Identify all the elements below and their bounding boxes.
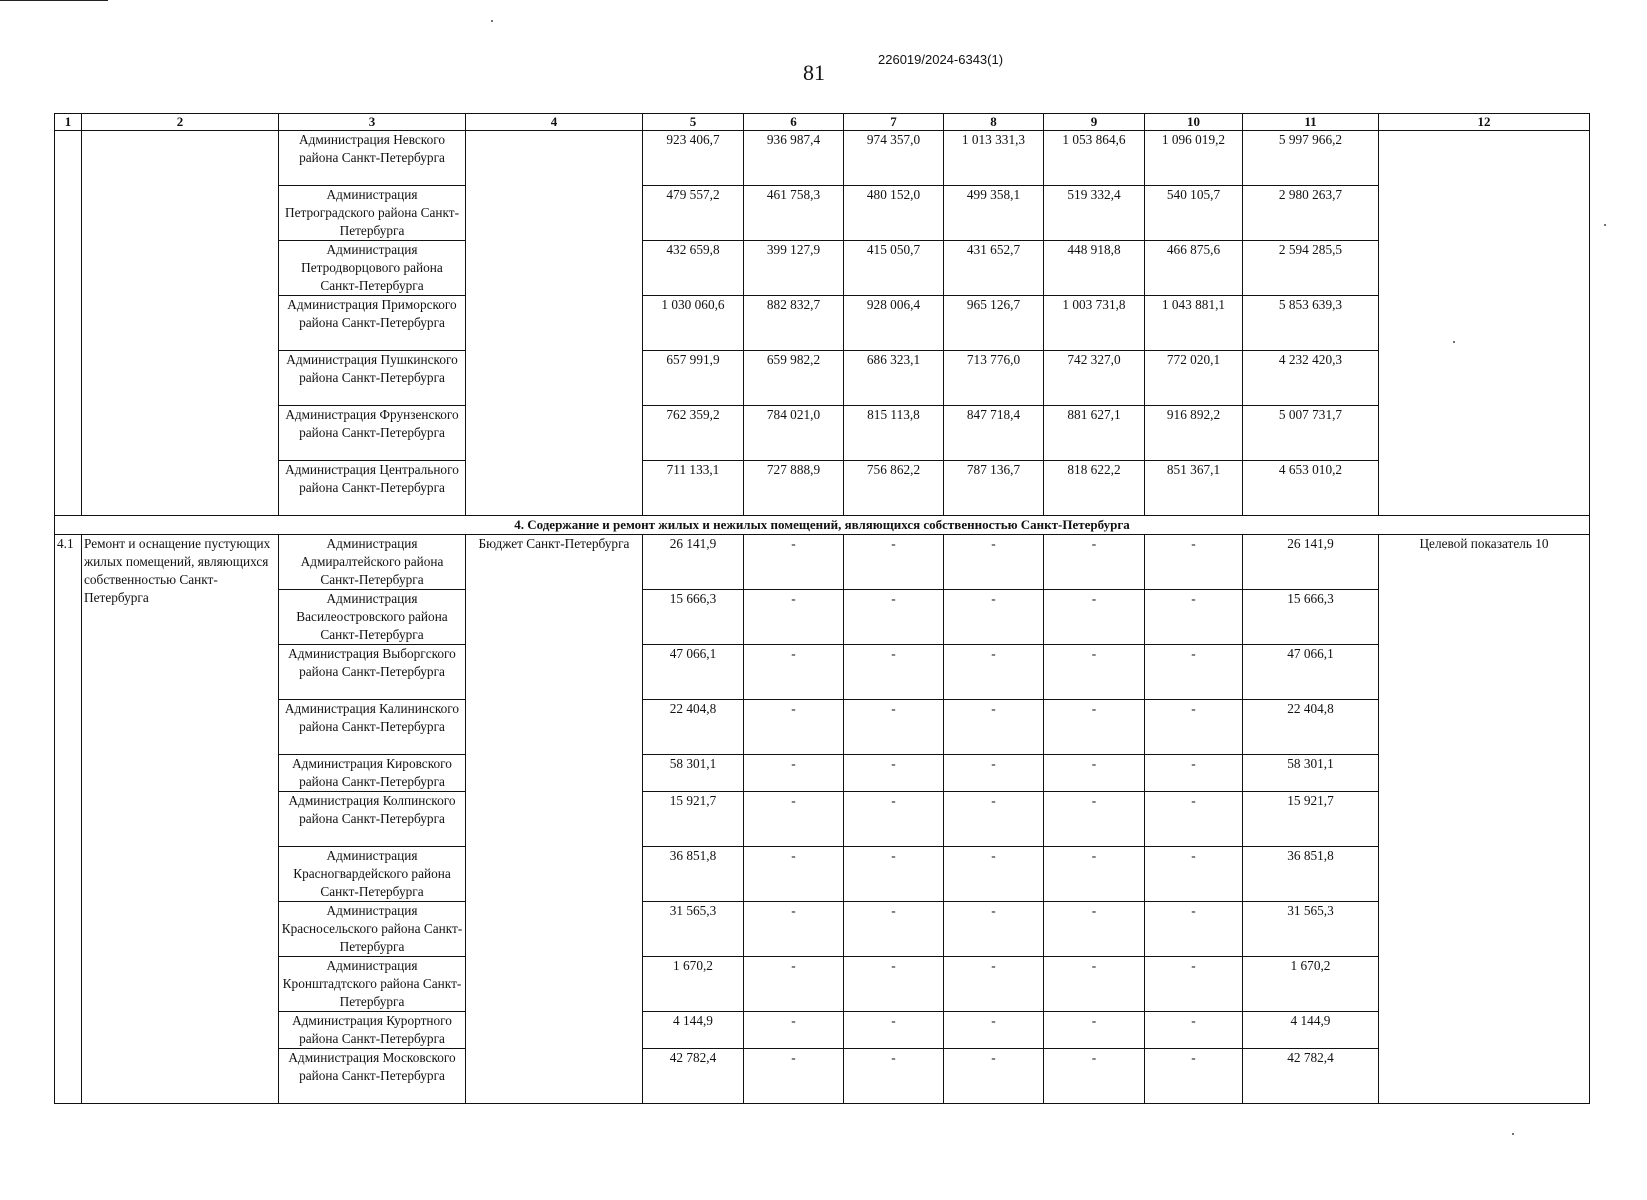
scan-speck [1453, 341, 1455, 343]
table-row [55, 241, 1590, 296]
amount-cell: 4 144,9 [643, 1012, 744, 1049]
total-cell: 22 404,8 [1243, 700, 1379, 755]
amount-cell: 818 622,2 [1044, 461, 1145, 516]
dash-cell: - [744, 1012, 844, 1049]
table-row [55, 957, 1590, 1012]
total-cell: 26 141,9 [1243, 535, 1379, 590]
dash-cell: - [1145, 700, 1243, 755]
amount-cell: 727 888,9 [744, 461, 844, 516]
dash-cell: - [1044, 755, 1145, 792]
dash-cell: - [844, 1049, 944, 1104]
amount-cell: 657 991,9 [643, 351, 744, 406]
executor-cell: Администрация Выборгского района Санкт-Петербурга [279, 645, 466, 700]
amount-cell: 686 323,1 [844, 351, 944, 406]
column-number: 12 [1379, 114, 1590, 131]
amount-cell: 1 030 060,6 [643, 296, 744, 351]
amount-cell: 58 301,1 [643, 755, 744, 792]
executor-cell: Администрация Красногвардейского района Санкт-Петербурга [279, 847, 466, 902]
dash-cell: - [744, 590, 844, 645]
dash-cell: - [1145, 755, 1243, 792]
dash-cell: - [1044, 902, 1145, 957]
table-row [55, 406, 1590, 461]
table-row [55, 645, 1590, 700]
total-cell: 4 144,9 [1243, 1012, 1379, 1049]
amount-cell: 22 404,8 [643, 700, 744, 755]
dash-cell: - [1044, 847, 1145, 902]
dash-cell: - [744, 1049, 844, 1104]
column-number: 6 [744, 114, 844, 131]
code-cell [55, 131, 82, 516]
amount-cell: 847 718,4 [944, 406, 1044, 461]
amount-cell: 713 776,0 [944, 351, 1044, 406]
total-cell: 1 670,2 [1243, 957, 1379, 1012]
amount-cell: 4 232 420,3 [1243, 351, 1379, 406]
dash-cell: - [944, 535, 1044, 590]
table-row [55, 461, 1590, 516]
amount-cell: 742 327,0 [1044, 351, 1145, 406]
scan-corner-line [0, 0, 108, 1]
amount-cell: 461 758,3 [744, 186, 844, 241]
dash-cell: - [744, 755, 844, 792]
dash-cell: - [1044, 700, 1145, 755]
amount-cell: 540 105,7 [1145, 186, 1243, 241]
table-row [55, 131, 1590, 186]
amount-cell: 15 921,7 [643, 792, 744, 847]
table-row [55, 1049, 1590, 1104]
item-cell [82, 131, 279, 516]
dash-cell: - [944, 902, 1044, 957]
executor-cell: Администрация Колпинского района Санкт-Петербурга [279, 792, 466, 847]
amount-cell: 479 557,2 [643, 186, 744, 241]
amount-cell: 881 627,1 [1044, 406, 1145, 461]
column-number: 9 [1044, 114, 1145, 131]
dash-cell: - [844, 700, 944, 755]
dash-cell: - [1145, 902, 1243, 957]
amount-cell: 2 980 263,7 [1243, 186, 1379, 241]
executor-cell: Администрация Фрунзенского района Санкт-Петербурга [279, 406, 466, 461]
dash-cell: - [944, 1012, 1044, 1049]
amount-cell: 762 359,2 [643, 406, 744, 461]
amount-cell: 5 997 966,2 [1243, 131, 1379, 186]
table-row [55, 296, 1590, 351]
amount-cell: 815 113,8 [844, 406, 944, 461]
funding-source: Бюджет Санкт-Петербурга [466, 535, 643, 1104]
dash-cell: - [1044, 957, 1145, 1012]
executor-cell: Администрация Красносельского района Санкт-Петербурга [279, 902, 466, 957]
dash-cell: - [1145, 1012, 1243, 1049]
amount-cell: 431 652,7 [944, 241, 1044, 296]
amount-cell: 711 133,1 [643, 461, 744, 516]
column-number: 3 [279, 114, 466, 131]
amount-cell: 787 136,7 [944, 461, 1044, 516]
amount-cell: 36 851,8 [643, 847, 744, 902]
table-row [55, 186, 1590, 241]
column-number: 4 [466, 114, 643, 131]
dash-cell: - [944, 645, 1044, 700]
amount-cell: 480 152,0 [844, 186, 944, 241]
document-number: 226019/2024-6343(1) [878, 52, 1004, 67]
executor-cell: Администрация Приморского района Санкт-Петербурга [279, 296, 466, 351]
amount-cell: 42 782,4 [643, 1049, 744, 1104]
dash-cell: - [844, 902, 944, 957]
section-row [55, 516, 1590, 535]
dash-cell: - [1145, 1049, 1243, 1104]
amount-cell: 1 670,2 [643, 957, 744, 1012]
dash-cell: - [844, 847, 944, 902]
column-number: 8 [944, 114, 1044, 131]
executor-cell: Администрация Калининского района Санкт-Петербурга [279, 700, 466, 755]
dash-cell: - [1044, 645, 1145, 700]
note-cell [1379, 131, 1590, 516]
dash-cell: - [1145, 847, 1243, 902]
budget-table [54, 113, 1590, 1104]
executor-cell: Администрация Центрального района Санкт-Петербурга [279, 461, 466, 516]
total-cell: 47 066,1 [1243, 645, 1379, 700]
dash-cell: - [944, 847, 1044, 902]
dash-cell: - [1044, 590, 1145, 645]
table-row [55, 792, 1590, 847]
total-cell: 36 851,8 [1243, 847, 1379, 902]
dash-cell: - [744, 792, 844, 847]
dash-cell: - [844, 645, 944, 700]
table-row [55, 351, 1590, 406]
dash-cell: - [1044, 535, 1145, 590]
dash-cell: - [1145, 792, 1243, 847]
dash-cell: - [844, 535, 944, 590]
dash-cell: - [944, 755, 1044, 792]
amount-cell: 756 862,2 [844, 461, 944, 516]
amount-cell: 1 096 019,2 [1145, 131, 1243, 186]
dash-cell: - [1145, 645, 1243, 700]
amount-cell: 1 053 864,6 [1044, 131, 1145, 186]
dash-cell: - [1044, 792, 1145, 847]
amount-cell: 31 565,3 [643, 902, 744, 957]
column-number: 10 [1145, 114, 1243, 131]
dash-cell: - [944, 590, 1044, 645]
dash-cell: - [844, 957, 944, 1012]
dash-cell: - [844, 792, 944, 847]
page-number: 81 [803, 60, 825, 85]
dash-cell: - [744, 847, 844, 902]
amount-cell: 47 066,1 [643, 645, 744, 700]
amount-cell: 1 043 881,1 [1145, 296, 1243, 351]
amount-cell: 15 666,3 [643, 590, 744, 645]
table-row [55, 847, 1590, 902]
executor-cell: Администрация Адмиралтейского района Санкт-Петербурга [279, 535, 466, 590]
total-cell: 42 782,4 [1243, 1049, 1379, 1104]
dash-cell: - [1145, 957, 1243, 1012]
executor-cell: Администрация Кировского района Санкт-Петербурга [279, 755, 466, 792]
dash-cell: - [744, 902, 844, 957]
amount-cell: 519 332,4 [1044, 186, 1145, 241]
amount-cell: 772 020,1 [1145, 351, 1243, 406]
executor-cell: Администрация Невского района Санкт-Петербурга [279, 131, 466, 186]
amount-cell: 4 653 010,2 [1243, 461, 1379, 516]
dash-cell: - [1145, 535, 1243, 590]
dash-cell: - [844, 1012, 944, 1049]
column-number-row [55, 114, 1590, 131]
column-number: 1 [55, 114, 82, 131]
column-number: 2 [82, 114, 279, 131]
executor-cell: Администрация Пушкинского района Санкт-Петербурга [279, 351, 466, 406]
dash-cell: - [1044, 1049, 1145, 1104]
total-cell: 58 301,1 [1243, 755, 1379, 792]
scan-speck [491, 20, 493, 22]
amount-cell: 882 832,7 [744, 296, 844, 351]
column-number: 11 [1243, 114, 1379, 131]
executor-cell: Администрация Московского района Санкт-Петербурга [279, 1049, 466, 1104]
dash-cell: - [944, 792, 1044, 847]
amount-cell: 466 875,6 [1145, 241, 1243, 296]
dash-cell: - [744, 645, 844, 700]
amount-cell: 399 127,9 [744, 241, 844, 296]
table-row [55, 1012, 1590, 1049]
executor-cell: Администрация Курортного района Санкт-Петербурга [279, 1012, 466, 1049]
column-number: 5 [643, 114, 744, 131]
amount-cell: 659 982,2 [744, 351, 844, 406]
amount-cell: 928 006,4 [844, 296, 944, 351]
amount-cell: 415 050,7 [844, 241, 944, 296]
table-row [55, 902, 1590, 957]
scan-speck [1604, 224, 1606, 226]
total-cell: 15 921,7 [1243, 792, 1379, 847]
section-title: 4. Содержание и ремонт жилых и нежилых помещений, являющихся собственностью Санкт-Петербурга [55, 516, 1590, 535]
amount-cell: 26 141,9 [643, 535, 744, 590]
dash-cell: - [744, 957, 844, 1012]
table-row [55, 535, 1590, 590]
amount-cell: 432 659,8 [643, 241, 744, 296]
item-code: 4.1 [55, 535, 82, 1104]
amount-cell: 923 406,7 [643, 131, 744, 186]
total-cell: 15 666,3 [1243, 590, 1379, 645]
amount-cell: 974 357,0 [844, 131, 944, 186]
dash-cell: - [1145, 590, 1243, 645]
table-row [55, 590, 1590, 645]
executor-cell: Администрация Петроградского района Санкт-Петербурга [279, 186, 466, 241]
dash-cell: - [744, 535, 844, 590]
amount-cell: 5 007 731,7 [1243, 406, 1379, 461]
dash-cell: - [944, 957, 1044, 1012]
amount-cell: 916 892,2 [1145, 406, 1243, 461]
column-number: 7 [844, 114, 944, 131]
dash-cell: - [844, 590, 944, 645]
table-row [55, 755, 1590, 792]
executor-cell: Администрация Петродворцового района Санкт-Петербурга [279, 241, 466, 296]
source-cell [466, 131, 643, 516]
amount-cell: 965 126,7 [944, 296, 1044, 351]
dash-cell: - [1044, 1012, 1145, 1049]
amount-cell: 2 594 285,5 [1243, 241, 1379, 296]
amount-cell: 5 853 639,3 [1243, 296, 1379, 351]
item-name: Ремонт и оснащение пустующих жилых помещений, являющихся собственностью Санкт-Петербурга [82, 535, 279, 1104]
dash-cell: - [744, 700, 844, 755]
scan-speck [1512, 1133, 1514, 1135]
executor-cell: Администрация Василеостровского района Санкт-Петербурга [279, 590, 466, 645]
amount-cell: 784 021,0 [744, 406, 844, 461]
amount-cell: 1 003 731,8 [1044, 296, 1145, 351]
dash-cell: - [944, 700, 1044, 755]
amount-cell: 1 013 331,3 [944, 131, 1044, 186]
dash-cell: - [944, 1049, 1044, 1104]
amount-cell: 851 367,1 [1145, 461, 1243, 516]
table-row [55, 700, 1590, 755]
target-indicator: Целевой показатель 10 [1379, 535, 1590, 1104]
amount-cell: 499 358,1 [944, 186, 1044, 241]
amount-cell: 936 987,4 [744, 131, 844, 186]
amount-cell: 448 918,8 [1044, 241, 1145, 296]
dash-cell: - [844, 755, 944, 792]
executor-cell: Администрация Кронштадтского района Санкт-Петербурга [279, 957, 466, 1012]
total-cell: 31 565,3 [1243, 902, 1379, 957]
